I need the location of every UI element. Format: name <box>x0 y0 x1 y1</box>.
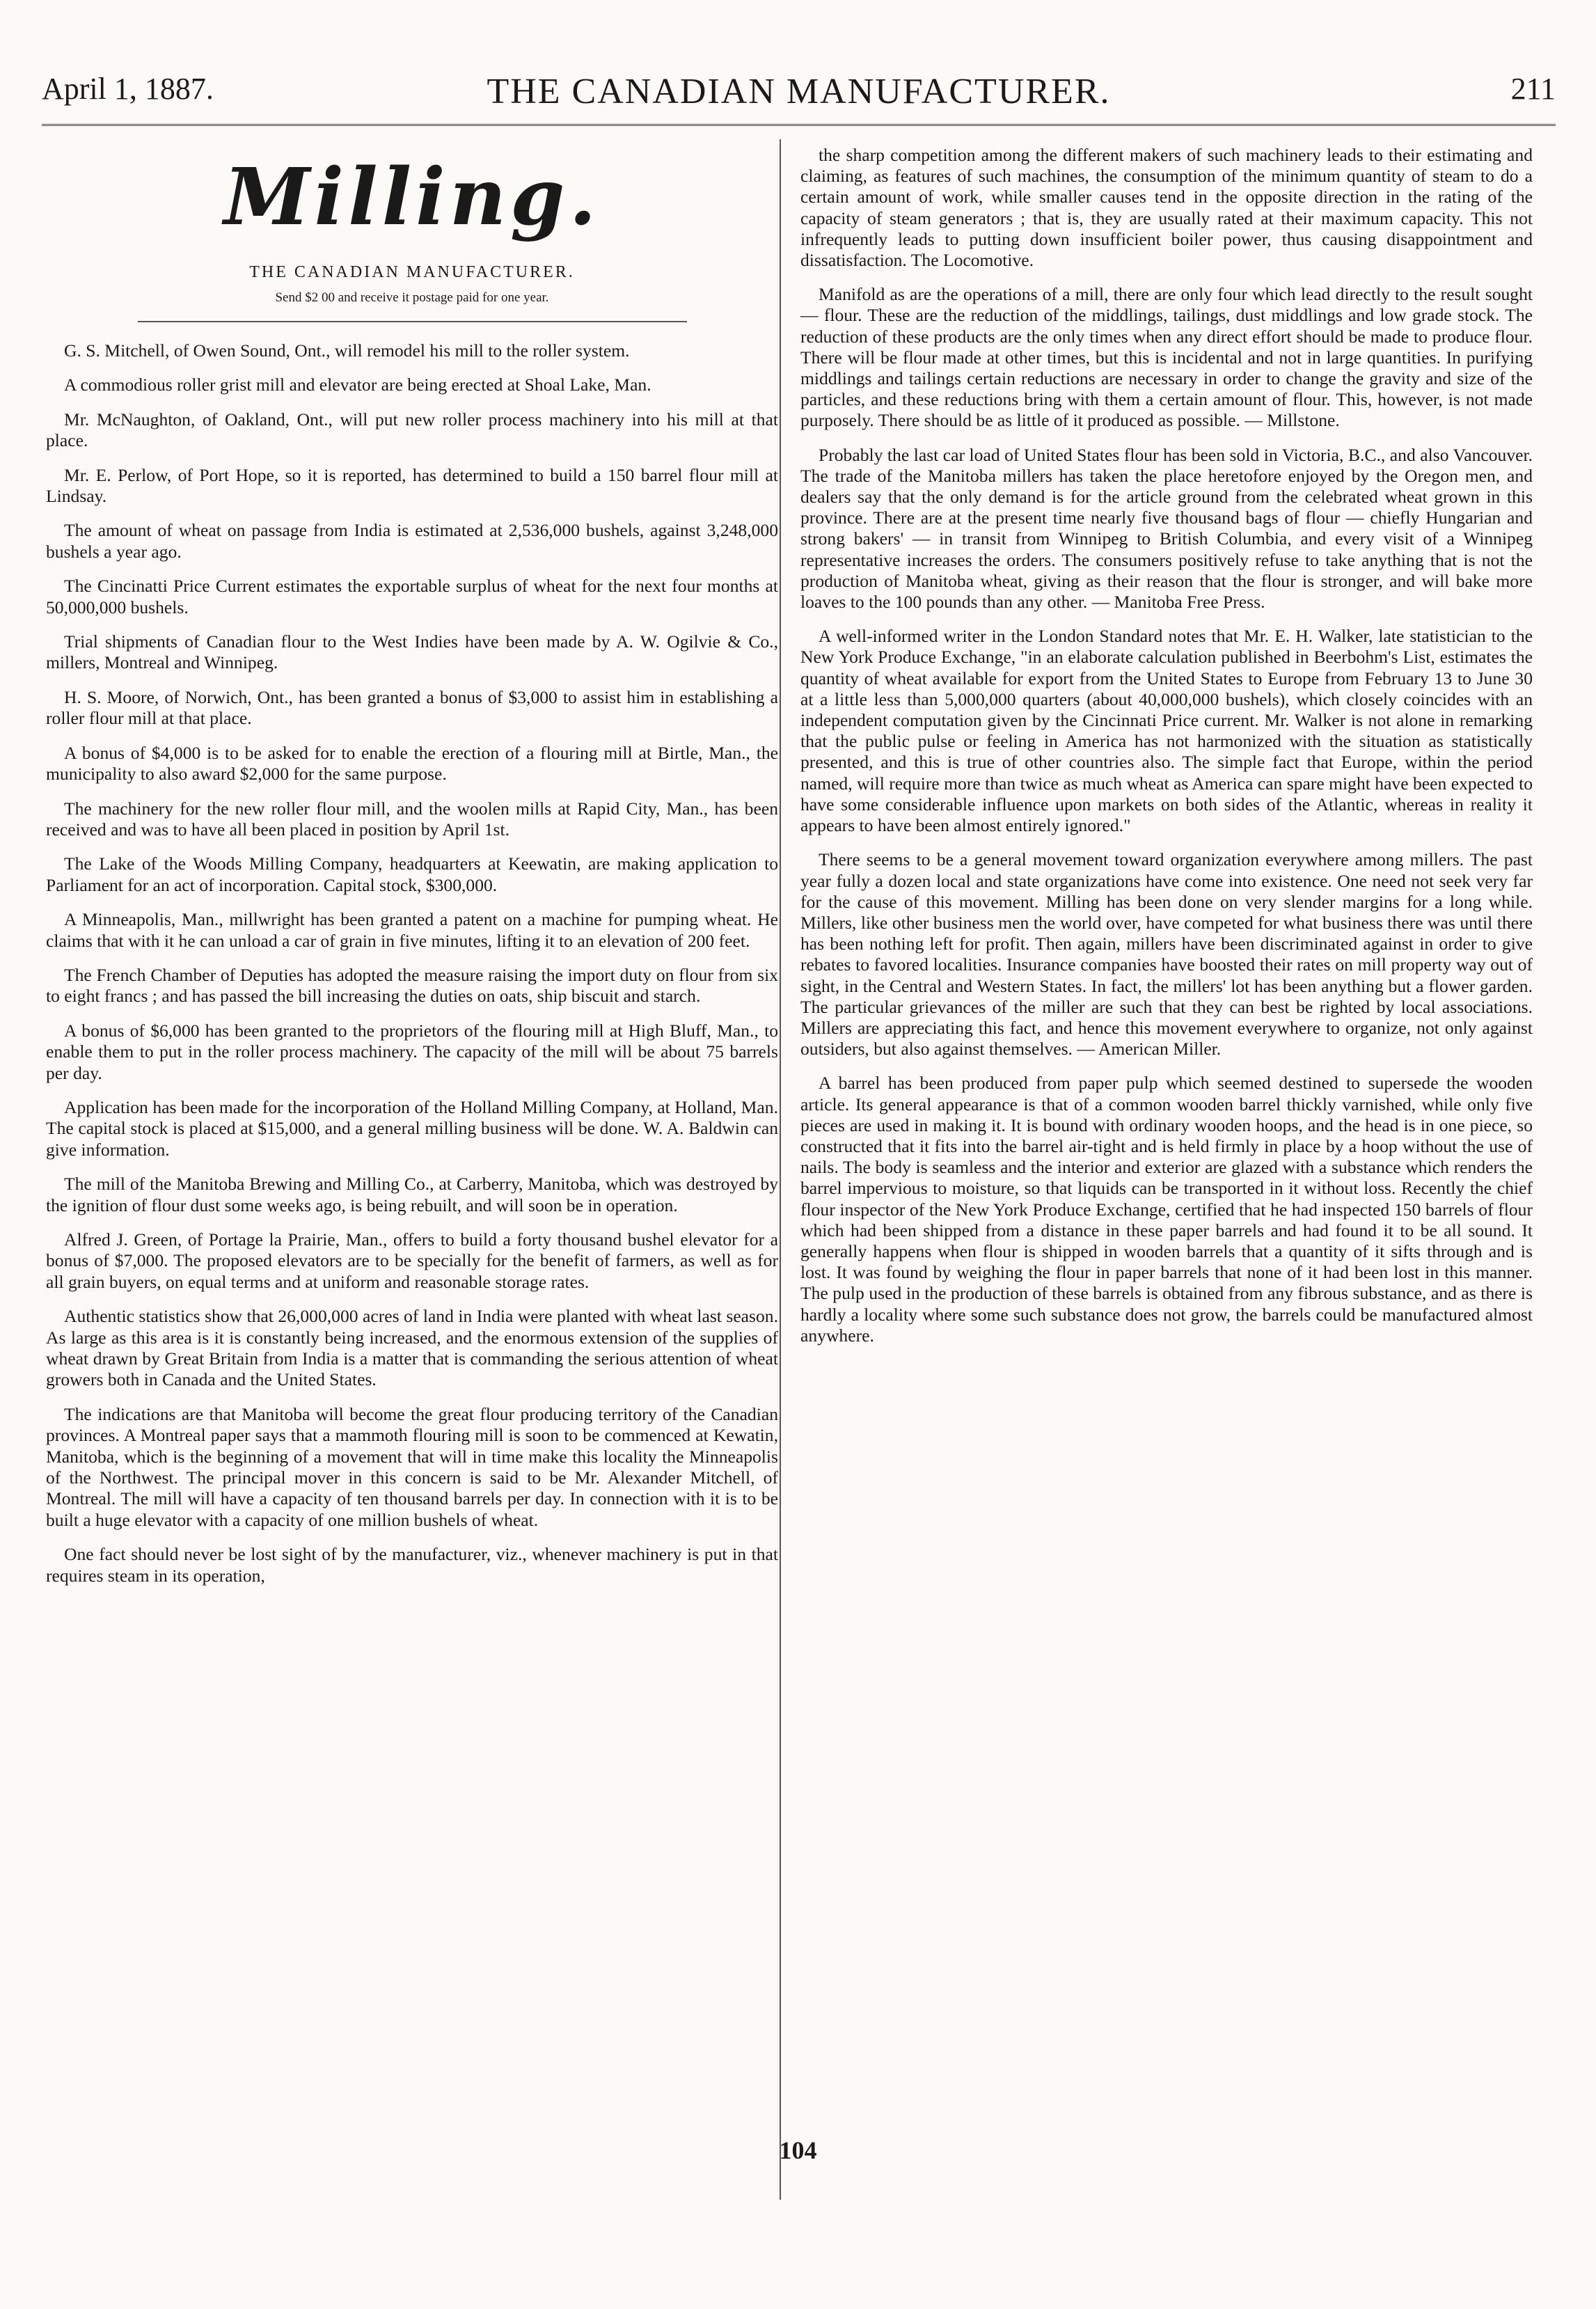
news-item: H. S. Moore, of Norwich, Ont., has been granted a bonus of $3,000 to assist him in establishing a roller flour mill at that place. <box>46 686 778 729</box>
page-number: 211 <box>1510 72 1556 106</box>
news-item: Application has been made for the incorporation of the Holland Milling Company, at Holland, Man. The capital stock is placed at $15,000, and a general milling business will be done. W. A. Baldwin can give information. <box>46 1096 778 1160</box>
news-item: One fact should never be lost sight of by the manufacturer, viz., whenever machinery is put in that requires steam in its operation, <box>46 1544 778 1586</box>
news-item: A bonus of $6,000 has been granted to the proprietors of the flouring mill at High Bluff, Man., to enable them to put in the roller process machinery. The capacity of the mill will be about 75 barrels per day. <box>46 1020 778 1083</box>
news-item: The French Chamber of Deputies has adopted the measure raising the import duty on flour from six to eight francs ; and has passed the bill increasing the duties on oats, ship biscuit and starch. <box>46 964 778 1007</box>
news-item: Authentic statistics show that 26,000,000 acres of land in India were planted with wheat last season. As large as this area is it is constantly being increased, and the enormous extension of the supplies of wheat drawn by Great Britain from India is a matter that is commanding the serious attention of wheat growers both in Canada and the United States. <box>46 1306 778 1390</box>
news-item: Alfred J. Green, of Portage la Prairie, Man., offers to build a forty thousand bushel elevator for a bonus of $7,000. The proposed elevators are to be specially for the benefit of farmers, as well as for all grain buyers, on equal terms and at uniform and reasonable storage rates. <box>46 1229 778 1292</box>
section-masthead <box>46 149 778 322</box>
news-item: The Cincinatti Price Current estimates the exportable surplus of wheat for the next four months at 50,000,000 bushels. <box>46 576 778 617</box>
page-header <box>42 71 1556 120</box>
news-item: The machinery for the new roller flour mill, and the woolen mills at Rapid City, Man., has been received and was to have all been placed in position by April 1st. <box>46 798 778 840</box>
section-subtitle: THE CANADIAN MANUFACTURER. <box>249 263 575 281</box>
issue-date: April 1, 1887. <box>42 72 214 106</box>
news-item: Mr. E. Perlow, of Port Hope, so it is reported, has determined to build a 150 barrel flour mill at Lindsay. <box>46 464 778 507</box>
header-rule <box>42 124 1556 126</box>
news-item: A well-informed writer in the London Standard notes that Mr. E. H. Walker, late statistician to the New York Produce Exchange, "in an elaborate calculation published in Beerbohm's List, estimates the quantity of wheat available for export from the United States to Europe from February 13 to June 30 at a little less than 5,000,000 quarters (about 40,000,000 bushels), which closely coincides with an independent computation given by the Cincinnati Price current. Mr. Walker is not alone in remarking that the public pulse or feeling in America has not harmonized with the situation as statistically presented, and this is true of other countries also. The simple fact that Europe, within the period named, will require more than twice as much wheat as America can spare might have been expected to have some considerable influence upon markets on both sides of the Atlantic, whereas in reality it appears to have been almost entirely ignored." <box>800 626 1533 836</box>
folio-number: 104 <box>779 2136 817 2164</box>
news-item: The indications are that Manitoba will become the great flour producing territory of the Canadian provinces. A Montreal paper says that a mammoth flouring mill is soon to be commenced at Kewatin, Manitoba, which is the beginning of a movement that will in time make this locality the Minneapolis of the Northwest. The principal mover in this concern is said to be Mr. Alexander Mitchell, of Montreal. The mill will have a capacity of ten thousand barrels per day. In connection with it is to be built a huge elevator with a capacity of one million bushels of wheat. <box>46 1403 778 1530</box>
right-column <box>800 145 1533 1360</box>
section-title: Milling. <box>223 152 601 243</box>
news-item: A Minneapolis, Man., millwright has been granted a patent on a machine for pumping wheat. He claims that with it he can unload a car of grain in five minutes, lifting it to an elevation of 200 feet. <box>46 909 778 951</box>
news-item: The Lake of the Woods Milling Company, headquarters at Keewatin, are making application to Parliament for an act of incorporation. Capital stock, $300,000. <box>46 853 778 895</box>
masthead-rule <box>138 321 687 322</box>
subscription-note: Send $2 00 and receive it postage paid for one year. <box>275 290 549 305</box>
news-item: Trial shipments of Canadian flour to the West Indies have been made by A. W. Ogilvie & Co., millers, Montreal and Winnipeg. <box>46 631 778 673</box>
news-item: the sharp competition among the different makers of such machinery leads to their estimating and claiming, as features of such machines, the consumption of the minimum quantity of steam to do a certain amount of work, while smaller causes tend in the opposite direction in the rating of the capacity of steam generators ; that is, they are usually rated at their maximum capacity. This not infrequently leads to putting down insufficient boiler power, thus causing disappointment and dissatisfaction. The Locomotive. <box>800 145 1533 271</box>
news-item: A bonus of $4,000 is to be asked for to enable the erection of a flouring mill at Birtle, Man., the municipality to also award $2,000 for the same purpose. <box>46 742 778 785</box>
news-item: G. S. Mitchell, of Owen Sound, Ont., will remodel his mill to the roller system. <box>64 340 630 361</box>
news-item: Manifold as are the operations of a mill, there are only four which lead directly to the result sought — flour. These are the reduction of the middlings, tailings, dust middlings and low grade stock. The reduction of these products are the only times when any direct effort should be made to produce flour. There will be flour made at other times, but this is incidental and not in large quantities. In purifying middlings and tailings certain reductions are necessary in order to change the gravity and size of the particles, and these reductions bring with them a certain amount of flour. This, however, is not made purposely. There should be as little of it produced as possible. — Millstone. <box>800 284 1533 431</box>
publication-title: THE CANADIAN MANUFACTURER. <box>487 72 1111 111</box>
news-item: Probably the last car load of United States flour has been sold in Victoria, B.C., and also Vancouver. The trade of the Manitoba millers has taken the place heretofore enjoyed by the Oregon men, and dealers say that the only demand is for the article ground from the celebrated wheat grown in this province. There are at the present time nearly five thousand bags of flour — chiefly Hungarian and strong bakers' — in transit from Winnipeg to British Columbia, and every visit of a Winnipeg representative increases the orders. The consumers positively refuse to take anything that is not the production of Manitoba wheat, giving as their reason that the flour is stronger, and will bake more loaves to the 100 pounds than any other. — Manitoba Free Press. <box>800 444 1533 613</box>
news-item: The amount of wheat on passage from India is estimated at 2,536,000 bushels, against 3,248,000 bushels a year ago. <box>46 520 778 562</box>
news-item: The mill of the Manitoba Brewing and Milling Co., at Carberry, Manitoba, which was destroyed by the ignition of flour dust some weeks ago, is being rebuilt, and will soon be in operation. <box>46 1174 778 1215</box>
left-news-items <box>46 340 778 1586</box>
news-item: A commodious roller grist mill and elevator are being erected at Shoal Lake, Man. <box>64 375 651 395</box>
news-item: There seems to be a general movement toward organization everywhere among millers. The past year fully a dozen local and state organizations have come into existence. One need not seek very far for the cause of this movement. Milling has been done on very slender margins for a long while. Millers, like other business men the world over, have competed for what business there was until there has been nothing left for profit. Then again, millers have been discriminated against in order to give rebates to favored localities. Insurance companies have boosted their rates on mill property way out of sight, in the Central and Western States. In fact, the millers' lot has been anything but a flower garden. The particular grievances of the miller are such that they can best be righted by local associations. Millers are appreciating this fact, and hence this movement everywhere to organize, not only against outsiders, but also against themselves. — American Miller. <box>800 849 1533 1059</box>
news-item: A barrel has been produced from paper pulp which seemed destined to supersede the wooden article. Its general appearance is that of a common wooden barrel thickly varnished, while only five pieces are used in making it. It is bound with ordinary wooden hoops, and the head is in one piece, so constructed that it fits into the barrel air-tight and is held firmly in place by a hoop without the use of nails. The body is seamless and the interior and exterior are glazed with a substance which renders the barrel impervious to moisture, so that liquids can be transported in it without loss. Recently the chief flour inspector of the New York Produce Exchange, certified that he had inspected 150 barrels of flour which had been shipped from a distance in these paper barrels and had found it to be all sound. It generally happens when flour is shipped in wooden barrels that a quantity of it sifts through and is lost. It was found by weighing the flour in paper barrels that none of it had been lost in this manner. The pulp used in the production of these barrels is obtained from any fibrous substance, and as there is hardly a locality where some such substance does not grow, the barrels could be manufactured almost anywhere. <box>800 1073 1533 1346</box>
column-divider <box>780 139 781 2200</box>
left-column <box>46 146 778 1600</box>
right-news-items <box>800 145 1533 1346</box>
news-item: Mr. McNaughton, of Oakland, Ont., will put new roller process machinery into his mill at that place. <box>46 409 778 451</box>
